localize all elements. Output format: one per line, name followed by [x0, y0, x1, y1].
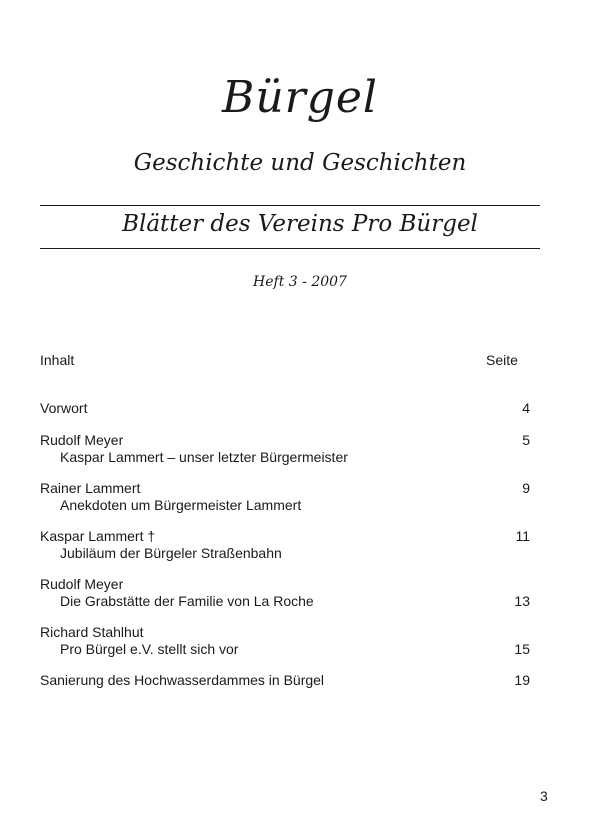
toc-entry-author: Richard Stahlhut	[40, 624, 144, 640]
toc-entry-grabstaette	[40, 576, 530, 610]
toc-entry-strassenbahn	[40, 528, 530, 562]
issue-label: Heft 3 - 2007	[253, 274, 347, 290]
toc-entry-title: Kaspar Lammert – unser letzter Bürgermeister	[60, 449, 348, 465]
toc-heading-contents: Inhalt	[40, 352, 75, 368]
toc-entry-title: Sanierung des Hochwasserdammes in Bürgel	[40, 672, 325, 688]
page-number: 3	[540, 788, 548, 804]
toc-entry-pro-buergel	[40, 624, 530, 658]
toc-entry-page: 5	[522, 432, 530, 448]
toc-entry-author: Rainer Lammert	[40, 480, 141, 496]
toc-entry-author: Rudolf Meyer	[40, 432, 124, 448]
toc-entry-page: 4	[522, 400, 530, 416]
toc-entry-title: Anekdoten um Bürgermeister Lammert	[60, 497, 302, 513]
toc-entry-author: Kaspar Lammert †	[40, 528, 156, 544]
toc-entry-page: 9	[522, 480, 530, 496]
document-title: Bürgel	[222, 72, 378, 123]
bottom-rule	[40, 248, 540, 249]
toc-entry-page: 19	[514, 672, 530, 688]
top-rule	[40, 205, 540, 206]
toc-entry-vorwort	[40, 400, 530, 417]
toc-entry-hochwasserdamm	[40, 672, 530, 689]
toc-heading-page: Seite	[486, 352, 518, 368]
toc-entry-author: Rudolf Meyer	[40, 576, 124, 592]
series-banner: Blätter des Vereins Pro Bürgel	[122, 211, 478, 237]
toc-entry-page: 15	[514, 641, 530, 657]
document-subtitle: Geschichte und Geschichten	[133, 150, 467, 176]
toc-entry-title: Jubiläum der Bürgeler Straßenbahn	[60, 545, 282, 561]
toc-entry-title: Vorwort	[40, 400, 88, 416]
toc-entry-page: 13	[514, 593, 530, 609]
toc-entry-page: 11	[515, 528, 530, 544]
toc-entry-title: Die Grabstätte der Familie von La Roche	[60, 593, 314, 609]
toc-entry-title: Pro Bürgel e.V. stellt sich vor	[60, 641, 239, 657]
toc-entry-anekdoten	[40, 480, 530, 514]
toc-entry-lammert-buergermeister	[40, 432, 530, 466]
